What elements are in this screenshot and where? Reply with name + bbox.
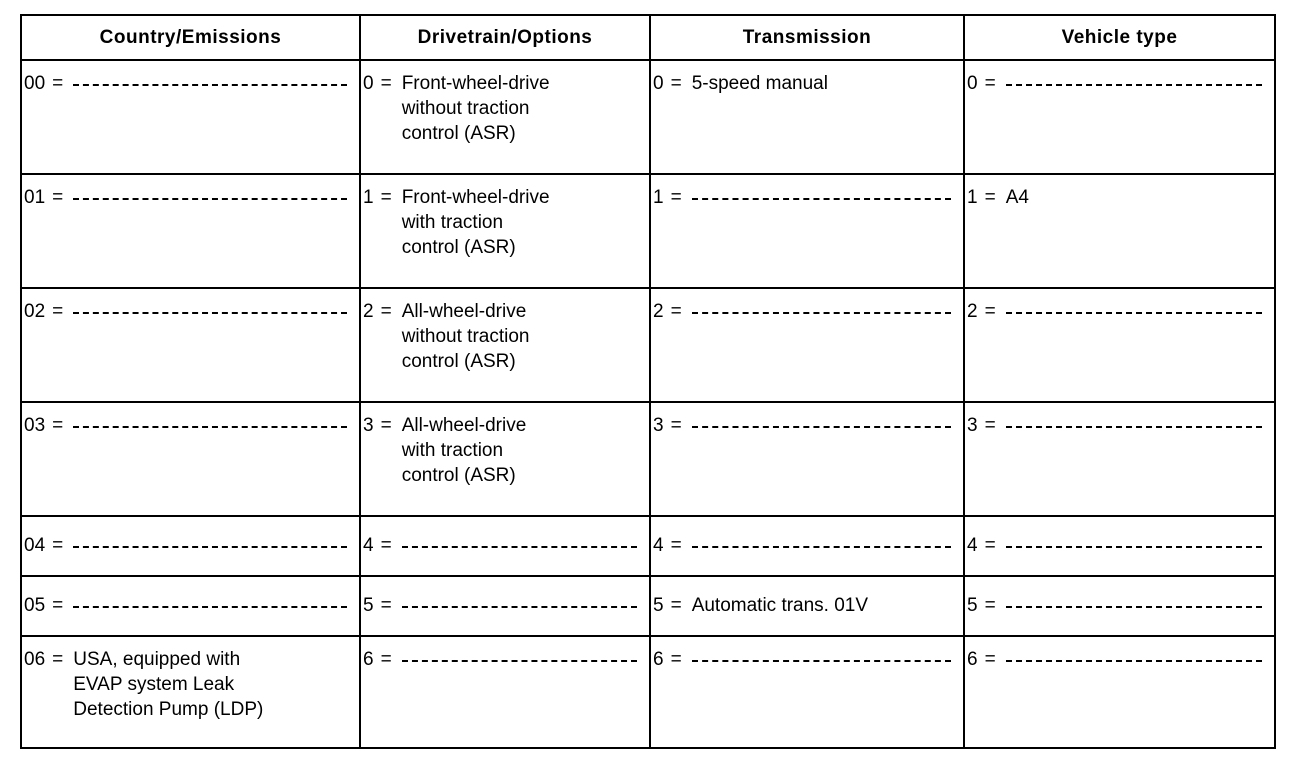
code-value: 1 xyxy=(967,187,978,208)
table-cell xyxy=(360,288,650,402)
code-description: A4 xyxy=(1005,187,1029,208)
code-entry xyxy=(651,175,963,210)
blank-dashed-line xyxy=(692,426,951,428)
table-row xyxy=(21,402,1275,516)
code-value: 3 xyxy=(967,415,978,436)
equals-sign: = xyxy=(380,595,392,616)
table-cell xyxy=(964,60,1275,174)
code-description: 5-speed manual xyxy=(691,73,828,94)
table-cell xyxy=(964,516,1275,576)
table-cell xyxy=(21,174,360,288)
equals-sign: = xyxy=(670,187,682,208)
code-value: 5 xyxy=(967,595,978,616)
table-row xyxy=(21,60,1275,174)
blank-dashed-line xyxy=(1006,660,1262,662)
code-value: 4 xyxy=(967,535,978,556)
code-value: 4 xyxy=(363,535,374,556)
table-cell xyxy=(650,288,964,402)
header-transmission: Transmission xyxy=(650,15,964,60)
code-value: 5 xyxy=(653,595,664,616)
code-value: 5 xyxy=(363,595,374,616)
table-row xyxy=(21,288,1275,402)
code-entry xyxy=(651,289,963,324)
code-value: 01 xyxy=(24,187,46,208)
code-entry xyxy=(361,289,649,374)
code-entry xyxy=(22,637,359,722)
code-entry xyxy=(361,637,649,672)
table-row xyxy=(21,174,1275,288)
equals-sign: = xyxy=(670,73,682,94)
code-value: 0 xyxy=(363,73,374,94)
equals-sign: = xyxy=(52,535,64,556)
code-entry xyxy=(651,577,963,618)
table-cell xyxy=(964,402,1275,516)
code-value: 3 xyxy=(653,415,664,436)
equals-sign: = xyxy=(380,73,392,94)
code-entry xyxy=(965,517,1274,558)
code-value: 0 xyxy=(653,73,664,94)
code-entry xyxy=(22,403,359,438)
table-cell xyxy=(964,288,1275,402)
code-description: All-wheel-drive with traction control (ASR) xyxy=(401,415,527,486)
code-entry xyxy=(965,289,1274,324)
blank-dashed-line xyxy=(1006,606,1262,608)
table-cell xyxy=(21,576,360,636)
code-value: 1 xyxy=(363,187,374,208)
code-entry xyxy=(22,577,359,618)
code-entry xyxy=(361,175,649,260)
code-description: USA, equipped with EVAP system Leak Detection Pump (LDP) xyxy=(73,649,264,720)
code-description: Automatic trans. 01V xyxy=(691,595,869,616)
code-value: 03 xyxy=(24,415,46,436)
code-entry xyxy=(361,61,649,146)
code-description: All-wheel-drive without traction control (ASR) xyxy=(401,301,530,372)
blank-dashed-line xyxy=(402,660,637,662)
equals-sign: = xyxy=(52,649,64,670)
equals-sign: = xyxy=(52,187,64,208)
code-value: 4 xyxy=(653,535,664,556)
code-entry xyxy=(22,517,359,558)
equals-sign: = xyxy=(380,535,392,556)
blank-dashed-line xyxy=(1006,426,1262,428)
equals-sign: = xyxy=(670,301,682,322)
code-entry xyxy=(361,403,649,488)
table-cell xyxy=(964,174,1275,288)
blank-dashed-line xyxy=(692,660,951,662)
code-value: 3 xyxy=(363,415,374,436)
table-cell xyxy=(964,576,1275,636)
blank-dashed-line xyxy=(73,84,347,86)
code-entry xyxy=(22,289,359,324)
table-cell xyxy=(360,636,650,748)
code-entry xyxy=(651,637,963,672)
blank-dashed-line xyxy=(73,546,347,548)
blank-dashed-line xyxy=(692,546,951,548)
blank-dashed-line xyxy=(1006,84,1262,86)
code-value: 0 xyxy=(967,73,978,94)
equals-sign: = xyxy=(52,73,64,94)
code-entry xyxy=(22,175,359,210)
table-cell xyxy=(360,516,650,576)
equals-sign: = xyxy=(670,415,682,436)
code-entry xyxy=(22,61,359,96)
code-entry xyxy=(965,403,1274,438)
equals-sign: = xyxy=(670,595,682,616)
table-cell xyxy=(650,516,964,576)
table-cell xyxy=(360,174,650,288)
table-cell xyxy=(360,402,650,516)
table-cell xyxy=(650,60,964,174)
table-cell xyxy=(21,516,360,576)
blank-dashed-line xyxy=(73,312,347,314)
table-cell xyxy=(21,288,360,402)
equals-sign: = xyxy=(670,649,682,670)
table-row xyxy=(21,576,1275,636)
table-cell xyxy=(360,576,650,636)
table-cell xyxy=(650,636,964,748)
table-cell xyxy=(360,60,650,174)
equals-sign: = xyxy=(984,73,996,94)
table-cell xyxy=(21,402,360,516)
equals-sign: = xyxy=(984,187,996,208)
table-cell xyxy=(964,636,1275,748)
equals-sign: = xyxy=(984,649,996,670)
equals-sign: = xyxy=(380,415,392,436)
code-entry xyxy=(361,577,649,618)
header-row xyxy=(21,15,1275,60)
code-value: 6 xyxy=(363,649,374,670)
code-value: 05 xyxy=(24,595,46,616)
code-entry xyxy=(651,403,963,438)
table-cell xyxy=(21,636,360,748)
equals-sign: = xyxy=(670,535,682,556)
blank-dashed-line xyxy=(692,198,951,200)
blank-dashed-line xyxy=(692,312,951,314)
equals-sign: = xyxy=(380,301,392,322)
code-entry xyxy=(965,175,1274,210)
equals-sign: = xyxy=(984,415,996,436)
table-cell xyxy=(650,576,964,636)
code-description: Front-wheel-drive without traction control (ASR) xyxy=(401,73,550,144)
equals-sign: = xyxy=(984,535,996,556)
table-cell xyxy=(650,402,964,516)
code-value: 6 xyxy=(653,649,664,670)
code-value: 02 xyxy=(24,301,46,322)
code-value: 06 xyxy=(24,649,46,670)
code-entry xyxy=(651,517,963,558)
coding-table xyxy=(20,14,1276,749)
code-value: 6 xyxy=(967,649,978,670)
blank-dashed-line xyxy=(1006,546,1262,548)
code-entry xyxy=(361,517,649,558)
table-row xyxy=(21,516,1275,576)
equals-sign: = xyxy=(380,187,392,208)
blank-dashed-line xyxy=(73,426,347,428)
code-value: 2 xyxy=(363,301,374,322)
blank-dashed-line xyxy=(402,546,637,548)
table-cell xyxy=(650,174,964,288)
equals-sign: = xyxy=(984,595,996,616)
equals-sign: = xyxy=(52,301,64,322)
table-cell xyxy=(21,60,360,174)
equals-sign: = xyxy=(984,301,996,322)
equals-sign: = xyxy=(52,595,64,616)
code-value: 04 xyxy=(24,535,46,556)
code-value: 2 xyxy=(967,301,978,322)
code-entry xyxy=(651,61,963,96)
blank-dashed-line xyxy=(73,606,347,608)
blank-dashed-line xyxy=(1006,312,1262,314)
code-entry xyxy=(965,577,1274,618)
blank-dashed-line xyxy=(402,606,637,608)
equals-sign: = xyxy=(380,649,392,670)
code-description: Front-wheel-drive with traction control (ASR) xyxy=(401,187,550,258)
code-entry xyxy=(965,61,1274,96)
header-drivetrain-options: Drivetrain/Options xyxy=(360,15,650,60)
header-vehicle-type: Vehicle type xyxy=(964,15,1275,60)
code-value: 2 xyxy=(653,301,664,322)
table-row xyxy=(21,636,1275,748)
header-country-emissions: Country/Emissions xyxy=(21,15,360,60)
blank-dashed-line xyxy=(73,198,347,200)
equals-sign: = xyxy=(52,415,64,436)
code-value: 1 xyxy=(653,187,664,208)
code-entry xyxy=(965,637,1274,672)
code-value: 00 xyxy=(24,73,46,94)
